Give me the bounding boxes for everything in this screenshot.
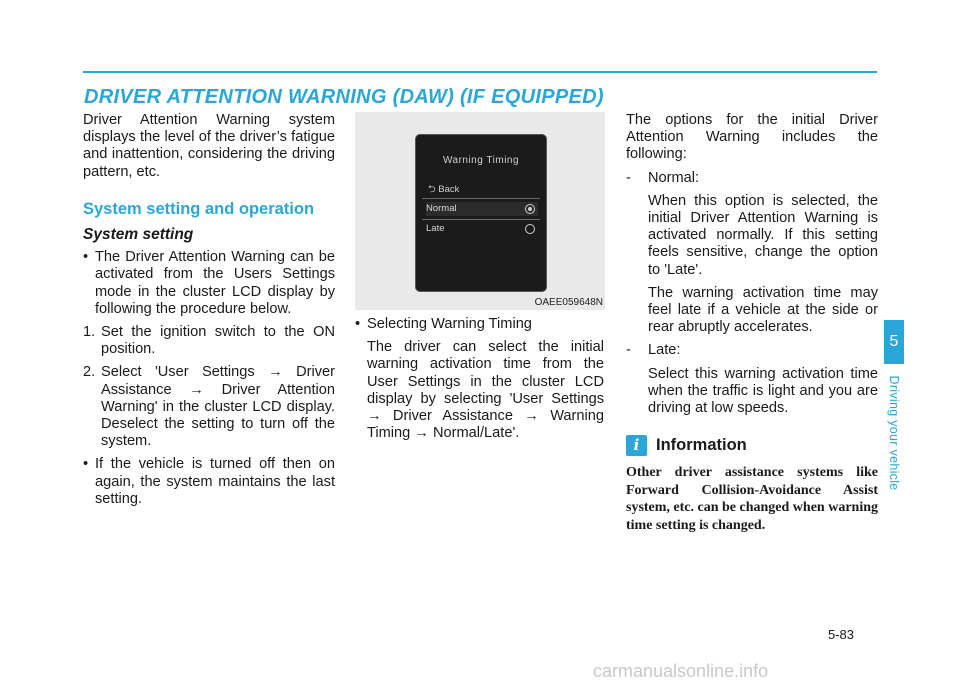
bullet-marker: • (355, 316, 361, 332)
chapter-label: Driving your vehicle (887, 375, 901, 491)
radio-selected-icon (525, 204, 535, 214)
options-intro: The options for the initial Driver Attention Warning includes the following: (626, 112, 878, 163)
option-normal-label: - Normal: (626, 169, 700, 186)
subsubsection-heading: System setting (83, 226, 194, 244)
information-text: Other driver assistance systems like Forward Collision-Avoidance Assist system, etc. can be changed when warning time setting is changed. (626, 465, 878, 534)
column-middle (355, 316, 604, 442)
bullet-item: • If the vehicle is turned off then on again, the system maintains the last setting. (83, 456, 335, 507)
option-normal-note: The warning activation time may feel late if a vehicle at the side or rear abruptly accelerates. (648, 284, 878, 336)
option-late-label: - Late: (626, 342, 681, 359)
back-arrow-icon: ⮌ (428, 184, 436, 195)
bullet-marker: • (83, 249, 89, 266)
lcd-divider (422, 198, 540, 199)
column-left (83, 112, 335, 508)
page-number: 5-83 (828, 627, 855, 642)
information-label: Information (656, 436, 747, 455)
timing-description: The driver can select the initial warning activation time from the User Settings in the cluster LCD display by selecting 'User Settings → Driver Assistance → Warning Timing → Normal/Late'. (367, 339, 604, 442)
figure-code: OAEE059648N (534, 297, 603, 308)
bullet-marker: • (83, 456, 89, 473)
step-item: 2. Select 'User Settings → Driver Assistance → Driver Attention Warning' in the cluster LCD display. Deselect the setting to turn off the system. (83, 364, 335, 450)
intro-paragraph: Driver Attention Warning system displays the level of the driver’s fatigue and inattention, considering the driving pattern, etc. (83, 112, 335, 180)
option-normal-text: When this option is selected, the initial Driver Attention Warning is activated normally. If this setting feels sensitive, change the option to 'Late'. (648, 192, 878, 278)
bullet-item: • The Driver Attention Warning can be activated from the Users Settings mode in the cluster LCD display by following the procedure below. (83, 249, 335, 317)
lcd-divider (422, 219, 540, 220)
subsection-heading: System setting and operation (83, 199, 315, 218)
option-late-text: Select this warning activation time when the traffic is light and you are driving at low speeds. (648, 365, 878, 417)
lcd-screen (415, 134, 547, 292)
cluster-lcd-figure (355, 112, 605, 310)
watermark: carmanualsonline.info (593, 661, 769, 681)
step-item: 1. Set the ignition switch to the ON position. (83, 324, 335, 358)
top-rule (83, 71, 877, 73)
column-right (626, 112, 878, 535)
chapter-tab: 5 (884, 320, 904, 364)
lcd-option-late: Late (426, 222, 538, 236)
lcd-option-normal: Normal (426, 202, 538, 216)
radio-unselected-icon (525, 224, 535, 234)
lcd-back-item: ⮌ Back (428, 184, 460, 195)
lcd-title: Warning Timing (442, 155, 520, 166)
information-icon: i (626, 435, 647, 456)
bullet-item: • Selecting Warning Timing (355, 316, 532, 332)
information-header (626, 435, 878, 456)
section-title: DRIVER ATTENTION WARNING (DAW) (IF EQUIPPED) (84, 86, 604, 108)
